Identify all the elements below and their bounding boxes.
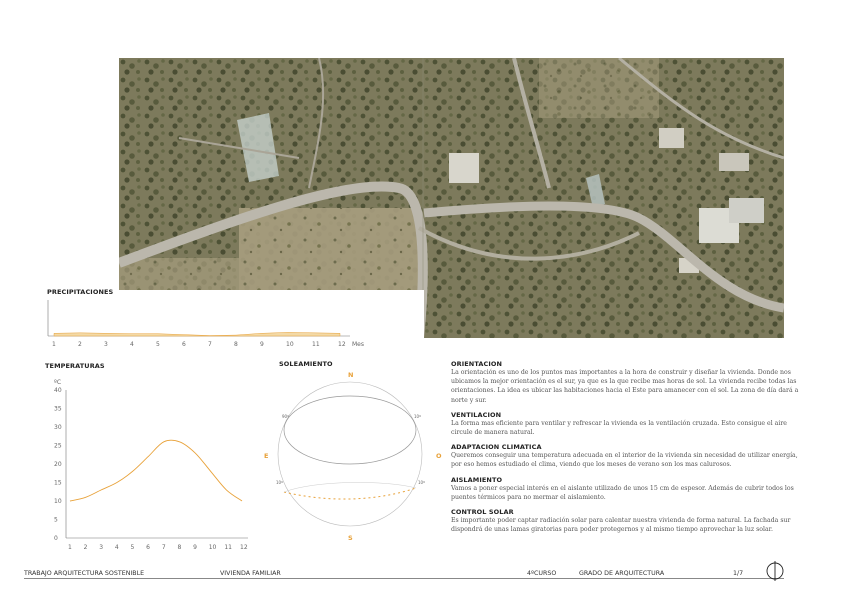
- precipitation-x-tick: 8: [234, 341, 238, 348]
- compass-north: N: [348, 371, 354, 379]
- temperature-x-tick: 2: [83, 544, 88, 551]
- temperature-x-tick: 7: [161, 544, 166, 551]
- winter-angle-label: 10º: [276, 480, 283, 485]
- temperature-x-tick: 4: [114, 544, 119, 551]
- precipitation-x-tick: 5: [156, 341, 160, 348]
- precipitation-title: PRECIPITACIONES: [47, 288, 114, 296]
- temperature-series-line: [70, 440, 242, 501]
- compass-east: E: [264, 452, 269, 460]
- precipitation-x-tick: 4: [130, 341, 134, 348]
- precipitation-x-tick: 6: [182, 341, 186, 348]
- section-title: ADAPTACION CLIMATICA: [451, 443, 542, 452]
- section-ventilacion: [451, 411, 803, 437]
- compass-south: S: [348, 534, 353, 542]
- precipitation-area: [54, 332, 340, 336]
- section-text: Vamos a poner especial interés en el aislante utilizado de unos 15 cm de espesor. Además de cubrir todos los puentes térmicos para no mermar el aislamiento.: [451, 484, 794, 501]
- temperature-y-tick: 0: [54, 535, 58, 542]
- precipitation-x-tick: 9: [260, 341, 264, 348]
- section-text: La orientación es uno de los puntos mas importantes a la hora de construir y diseñar la vivienda. Donde nos ubicamos la mejor orientación es el sur, ya que es la que recibe mas horas de sol. La vivienda recibe todas las orientaciones. La idea es ubicar las habitaciones hacia el Este para amanecer con el sol. La zona de día dará a norte y sur.: [451, 369, 799, 404]
- precipitation-x-tick: 12: [338, 341, 346, 348]
- horizon-circle: [278, 382, 422, 526]
- section-title: VENTILACION: [451, 410, 502, 419]
- summer-angle-label-right: 10º: [414, 414, 421, 419]
- temperature-y-tick: 30: [54, 424, 62, 431]
- section-aislamiento: [451, 476, 803, 502]
- winter-angle-label-right: 10º: [418, 480, 425, 485]
- precipitation-chart: [40, 296, 370, 350]
- temperature-x-tick: 6: [146, 544, 151, 551]
- section-text: Es importante poder captar radiación solar para calentar nuestra vivienda de forma natural. La fachada sur dispondrá de unas lamas giratorias para poder protegernos y al mismo tiempo aprovechar la luz solar.: [451, 517, 791, 534]
- summer-arc: [284, 396, 416, 464]
- temperature-x-tick: 5: [130, 544, 135, 551]
- section-title: AISLAMIENTO: [451, 475, 503, 484]
- footer-page: 1/7: [733, 570, 744, 577]
- footer-type: VIVIENDA FAMILIAR: [220, 570, 281, 577]
- temperature-x-tick: 8: [177, 544, 182, 551]
- precipitation-x-tick: 10: [286, 341, 294, 348]
- temperature-x-tick: 12: [240, 544, 248, 551]
- temperature-x-tick: 10: [208, 544, 217, 551]
- temperature-y-tick: 15: [54, 479, 62, 487]
- precipitation-x-tick: 2: [78, 341, 82, 348]
- footer-degree: GRADO DE ARQUITECTURA: [579, 570, 665, 577]
- precipitation-x-tick: 7: [208, 341, 212, 348]
- section-text: Queremos conseguir una temperatura adecuada en el interior de la vivienda sin necesidad de utilizar energía, por eso hemos estudiado el clima, viendo que los meses de verano son los mas calurosos.: [451, 452, 798, 469]
- temperature-y-tick: 40: [54, 387, 62, 394]
- temperature-x-tick: 1: [68, 544, 72, 551]
- design-notes: [451, 360, 803, 534]
- temperature-x-tick: 9: [193, 544, 197, 551]
- section-title: CONTROL SOLAR: [451, 508, 514, 517]
- temperature-y-tick: 5: [54, 516, 58, 524]
- temperature-y-tick: 25: [54, 442, 62, 450]
- footer-rule: [24, 578, 784, 579]
- section-orientacion: [451, 360, 803, 405]
- precipitation-x-unit: Mes: [352, 341, 364, 348]
- sun-path-diagram: [256, 368, 446, 544]
- section-title: ORIENTACION: [451, 360, 503, 368]
- temperature-title: TEMPERATURAS: [45, 362, 105, 370]
- section-control-solar: [451, 508, 803, 534]
- footer-course: 4ºCURSO: [527, 570, 557, 577]
- precipitation-x-tick: 3: [104, 341, 108, 348]
- precipitation-x-tick: 11: [312, 341, 320, 348]
- precipitation-x-tick: 1: [52, 341, 56, 348]
- section-adaptacion: [451, 443, 803, 469]
- section-text: La forma mas eficiente para ventilar y refrescar la vivienda es la ventilación cruzada. Esto consigue el aire circule de manera natural.: [451, 419, 787, 437]
- compass-west: O: [436, 452, 442, 460]
- temperature-chart: [44, 374, 254, 554]
- temperature-y-unit: ºC: [54, 379, 62, 386]
- winter-arc: [284, 488, 416, 499]
- temperature-y-tick: 35: [54, 405, 62, 413]
- temperature-x-tick: 3: [99, 544, 104, 551]
- temperature-y-tick: 10: [54, 498, 62, 505]
- temperature-x-tick: 11: [224, 544, 233, 551]
- summer-angle-label: 90º: [282, 414, 289, 419]
- footer-project: TRABAJO ARQUITECTURA SOSTENIBLE: [24, 570, 145, 577]
- sun-path-title: SOLEAMIENTO: [279, 360, 333, 368]
- north-arrow-icon: [764, 560, 786, 582]
- temperature-y-tick: 20: [54, 461, 62, 468]
